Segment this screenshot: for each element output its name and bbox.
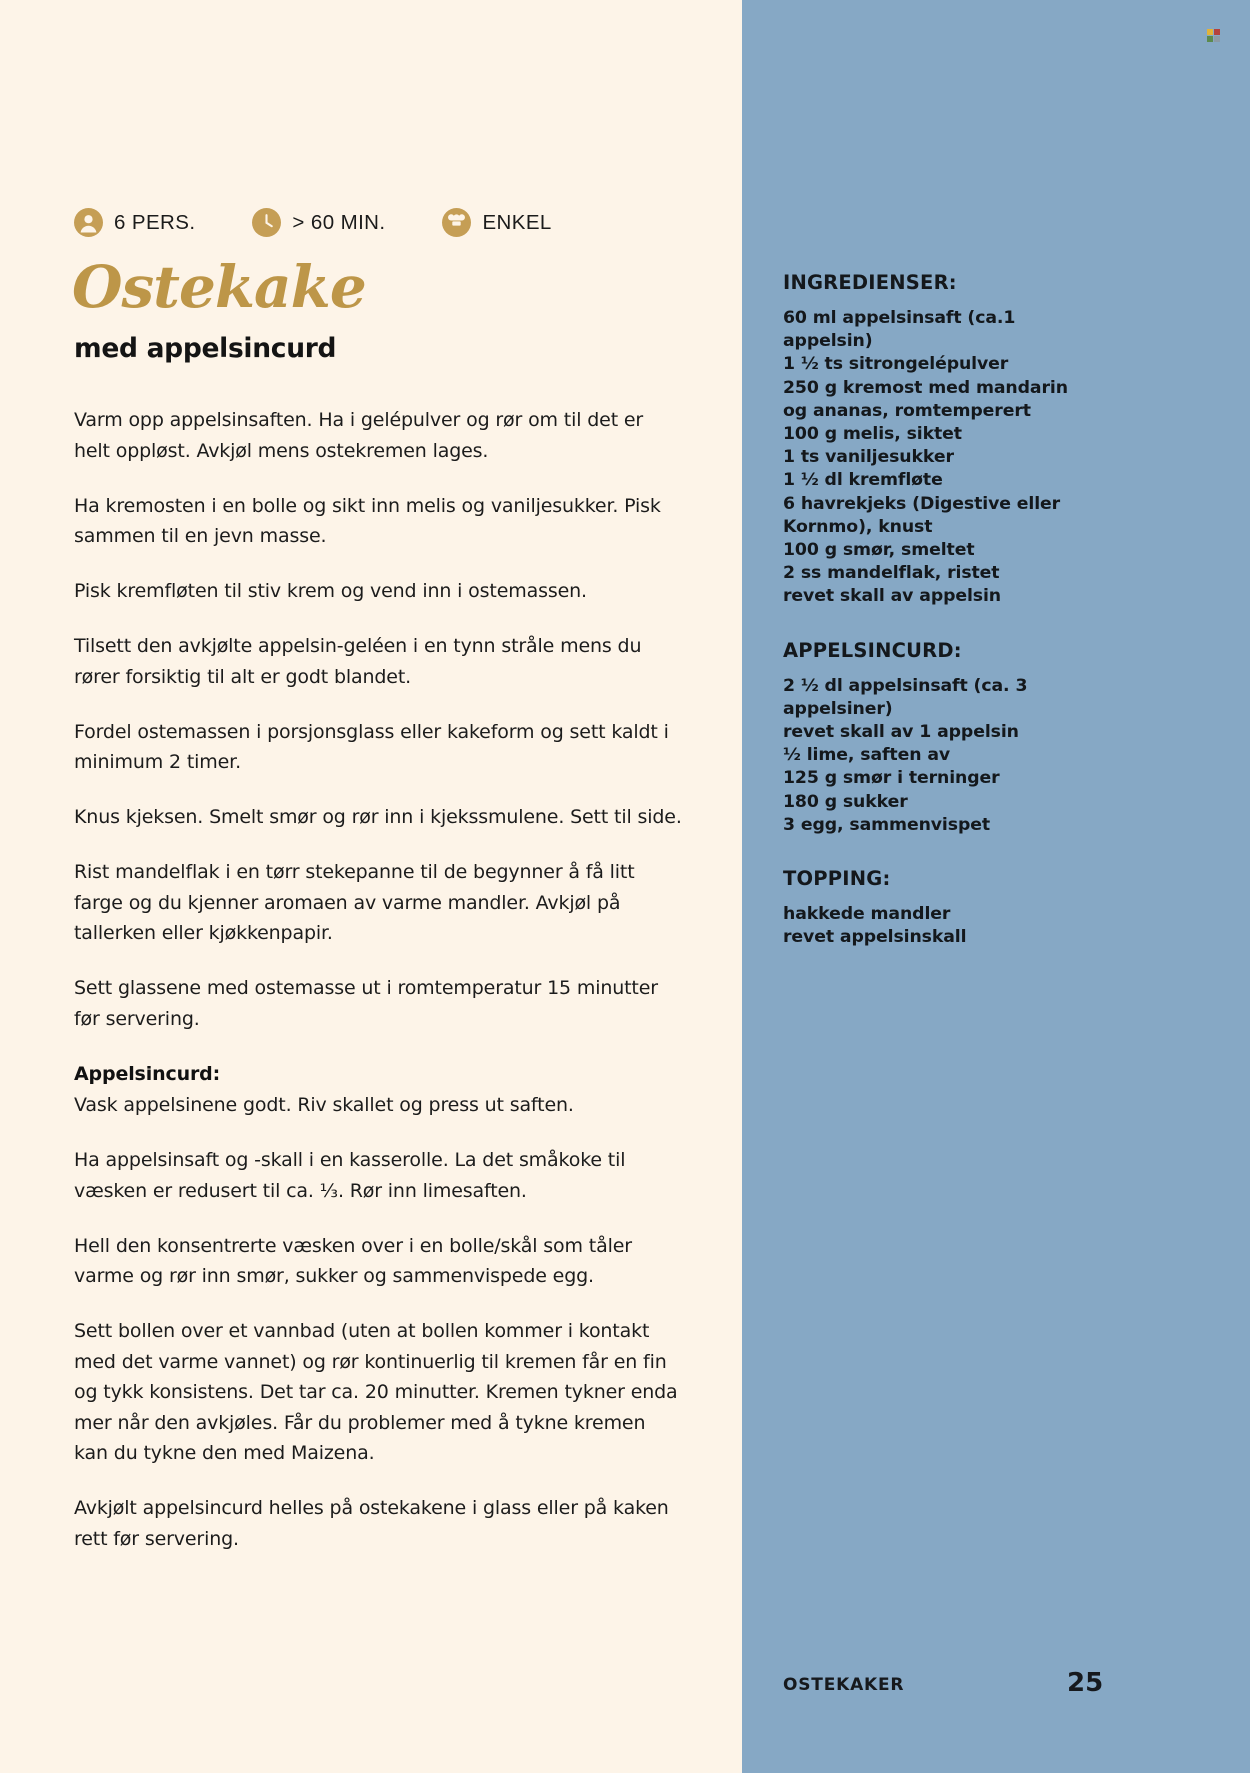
instruction-paragraph: Ha appelsinsaft og -skall i en kasserolle. La det småkoke til væsken er redusert til ca. ⅓. Rør inn limesaften. (74, 1149, 626, 1202)
ingredient-item: 180 g sukker (783, 791, 908, 812)
instruction-paragraph: Pisk kremfløten til stiv krem og vend inn i ostemassen. (74, 580, 587, 602)
appelsincurd-subsection (74, 1059, 682, 1121)
instruction-paragraph: Knus kjeksen. Smelt smør og rør inn i kjekssmulene. Sett til side. (74, 806, 682, 828)
ingredient-item: 6 havrekjeks (Digestive eller Kornmo), knust (783, 493, 1061, 537)
ingredient-item: 1 ts vaniljesukker (783, 447, 954, 468)
ingredient-item: revet skall av 1 appelsin (783, 722, 1019, 743)
appelsincurd-group (783, 639, 1083, 837)
topping-group (783, 867, 1083, 949)
ingredient-item: revet skall av appelsin (783, 586, 1002, 607)
instruction-paragraph: Avkjølt appelsincurd helles på ostekakene i glass eller på kaken rett før servering. (74, 1497, 669, 1550)
instruction-paragraph: Vask appelsinene godt. Riv skallet og press ut saften. (74, 1094, 574, 1116)
meta-time (252, 208, 385, 237)
chef-hat-icon (442, 208, 471, 237)
ingredient-item: 3 egg, sammenvispet (783, 814, 990, 835)
footer-section-label: OSTEKAKER (783, 1675, 905, 1695)
appelsincurd-subheading: Appelsincurd: (74, 1062, 221, 1085)
ingredient-item: 2 ½ dl appelsinsaft (ca. 3 appelsiner) (783, 675, 1028, 719)
ingredient-item: 125 g smør i terninger (783, 768, 1000, 789)
ingredient-item: 250 g kremost med mandarin og ananas, romtemperert (783, 377, 1068, 421)
meta-difficulty (442, 208, 551, 237)
instruction-paragraph: Rist mandelflak i en tørr stekepanne til de begynner å få litt farge og du kjenner aromaen av varme mandler. Avkjøl på tallerken eller kjøkkenpapir. (74, 861, 635, 944)
appelsincurd-list (783, 675, 1083, 837)
page-title: Ostekake (72, 253, 366, 321)
page-subtitle: med appelsincurd (74, 333, 337, 364)
instruction-paragraph: Hell den konsentrerte væsken over i en bolle/skål som tåler varme og rør inn smør, sukker og sammenvispede egg. (74, 1234, 632, 1287)
instruction-paragraph: Varm opp appelsinsaften. Ha i gelépulver og rør om til det er helt oppløst. Avkjøl mens ostekremen lages. (74, 409, 644, 462)
ingredient-item: hakkede mandler (783, 904, 951, 925)
topping-list (783, 903, 1083, 949)
instruction-paragraph: Tilsett den avkjølte appelsin-geléen i en tynn stråle mens du rører forsiktig til alt er godt blandet. (74, 635, 642, 688)
meta-difficulty-label: ENKEL (482, 210, 552, 234)
ingredient-item: 100 g melis, siktet (783, 424, 962, 445)
instruction-paragraph: Ha kremosten i en bolle og sikt inn melis og vaniljesukker. Pisk sammen til en jevn masse. (74, 494, 661, 547)
ingredients-list (783, 307, 1083, 609)
page-number: 25 (1067, 1668, 1104, 1698)
instruction-paragraph: Sett bollen over et vannbad (uten at bollen kommer i kontakt med det varme vannet) og rør kontinuerlig til kremen får en fin og tykk konsistens. Det tar ca. 20 minutter. Kremen tykner enda mer når den avkjøles. Får du problemer med å tykne kremen kan du tykne den med Maizena. (74, 1320, 678, 1464)
publisher-logo-icon (1207, 29, 1220, 42)
ingredient-item: revet appelsinskall (783, 927, 967, 948)
recipe-meta-row (74, 208, 552, 237)
appelsincurd-heading: APPELSINCURD: (783, 638, 962, 662)
ingredient-item: ½ lime, saften av (783, 745, 951, 766)
ingredient-item: 1 ½ ts sitrongelépulver (783, 354, 1009, 375)
meta-time-label: > 60 MIN. (292, 210, 386, 234)
ingredients-heading: INGREDIENSER: (783, 271, 957, 294)
page-footer (783, 1668, 1183, 1698)
instruction-paragraph: Sett glassene med ostemasse ut i romtemperatur 15 minutter før servering. (74, 977, 658, 1030)
meta-servings (74, 208, 195, 237)
instruction-paragraph: Fordel ostemassen i porsjonsglass eller kakeform og sett kaldt i minimum 2 timer. (74, 720, 669, 773)
topping-heading: TOPPING: (783, 867, 891, 891)
ingredient-item: 1 ½ dl kremfløte (783, 470, 943, 491)
ingredient-item: 2 ss mandelflak, ristet (783, 563, 1000, 584)
ingredients-sidebar (783, 271, 1083, 979)
ingredient-item: 100 g smør, smeltet (783, 540, 975, 561)
instructions-column (74, 405, 682, 1579)
ingredients-group (783, 271, 1083, 609)
clock-icon (252, 208, 281, 237)
ingredient-item: 60 ml appelsinsaft (ca.1 appelsin) (783, 308, 1016, 352)
meta-servings-label: 6 PERS. (114, 210, 196, 234)
person-icon (74, 208, 103, 237)
